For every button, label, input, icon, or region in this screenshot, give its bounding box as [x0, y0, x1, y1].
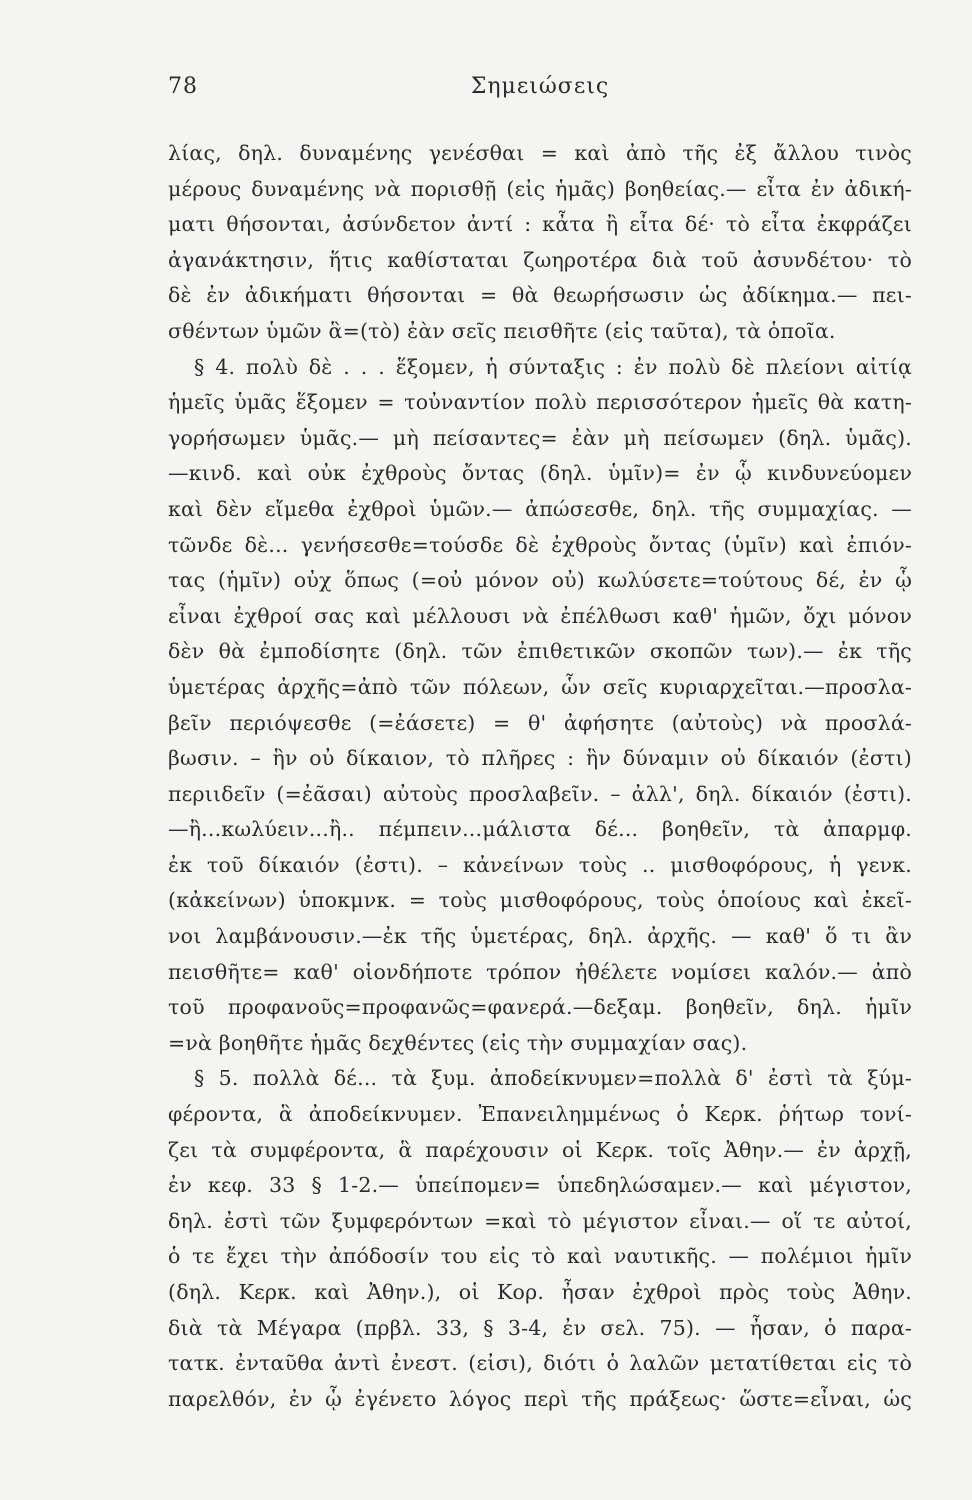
- text-line: δὲ ἐν ἀδικήματι θήσονται = θὰ θεωρήσωσιν ὡς ἀδίκημα.— πει-: [168, 283, 912, 308]
- text-line: § 5. πολλὰ δέ... τὰ ξυμ. ἀποδείκνυμεν=πολλὰ δ' ἐστὶ τὰ ξύμ-: [194, 1066, 912, 1091]
- page-number: 78: [168, 74, 198, 99]
- text-line: καὶ δὲν εἴμεθα ἐχθροὶ ὑμῶν.— ἀπώσεσθε, δηλ. τῆς συμμαχίας. —: [168, 496, 912, 521]
- text-line: παρελθόν, ἐν ᾧ ἐγένετο λόγος περὶ τῆς πράξεως· ὥστε=εἶναι, ὡς: [168, 1386, 912, 1411]
- text-line: ἡμεῖς ὑμᾶς ἕξομεν = τοὐναντίον πολὺ περισσότερον ἡμεῖς θὰ κατη-: [168, 390, 912, 415]
- text-line: ὑμετέρας ἀρχῆς=ἀπὸ τῶν πόλεων, ὧν σεῖς κυριαρχεῖται.—προσλα-: [168, 674, 912, 699]
- notes-body: [168, 136, 912, 1417]
- text-line: ζει τὰ συμφέροντα, ἃ παρέχουσιν οἱ Κερκ. τοῖς Ἀθην.— ἐν ἀρχῇ,: [168, 1137, 912, 1162]
- running-title: Σημειώσεις: [470, 74, 610, 99]
- text-line: ἐν κεφ. 33 § 1-2.— ὑπείπομεν= ὑπεδηλώσαμεν.— καὶ μέγιστον,: [168, 1173, 912, 1198]
- text-line: τατκ. ἐνταῦθα ἀντὶ ἐνεστ. (εἰσι), διότι ὁ λαλῶν μετατίθεται εἰς τὸ: [168, 1351, 912, 1376]
- text-line: σθέντων ὑμῶν ἃ=(τὸ) ἐὰν σεῖς πεισθῆτε (εἰς ταῦτα), τὰ ὁποῖα.: [168, 318, 836, 343]
- text-line: εἶναι ἐχθροί σας καὶ μέλλουσι νὰ ἐπέλθωσι καθ' ἡμῶν, ὄχι μόνον: [168, 603, 912, 628]
- text-line: βεῖν περιόψεσθε (=ἐάσετε) = θ' ἀφήσητε (αὐτοὺς) νὰ προσλά-: [168, 710, 912, 735]
- text-line: τοῦ προφανοῦς=προφανῶς=φανερά.—δεξαμ. βοηθεῖν, δηλ. ἡμῖν: [168, 995, 912, 1020]
- text-line: (κἀκείνων) ὑποκμνκ. = τοὺς μισθοφόρους, τοὺς ὁποίους καὶ ἐκεῖ-: [168, 888, 912, 913]
- text-line: λίας, δηλ. δυναμένης γενέσθαι = καὶ ἀπὸ τῆς ἐξ ἄλλου τινὸς: [168, 141, 912, 165]
- text-line: φέροντα, ἃ ἀποδείκνυμεν. Ἐπανειλημμένως ὁ Κερκ. ῥήτωρ τονί-: [168, 1102, 912, 1127]
- text-line: τας (ἡμῖν) οὐχ ὅπως (=οὐ μόνον οὐ) κωλύσετε=τούτους δέ, ἐν ᾧ: [168, 568, 912, 593]
- text-line: ἀγανάκτησιν, ἥτις καθίσταται ζωηροτέρα διὰ τοῦ ἀσυνδέτου· τὸ: [168, 247, 912, 272]
- text-line: νοι λαμβάνουσιν.—ἐκ τῆς ὑμετέρας, δηλ. ἀρχῆς. — καθ' ὅ τι ἂν: [168, 924, 912, 949]
- text-line: βωσιν. – ἣν οὐ δίκαιον, τὸ πλῆρες : ἣν δύναμιν οὐ δίκαιόν (ἐστι): [168, 746, 912, 771]
- text-line: (δηλ. Κερκ. καὶ Ἀθην.), οἱ Κορ. ἦσαν ἐχθροὶ πρὸς τοὺς Ἀθην.: [168, 1280, 912, 1304]
- text-line: —κινδ. καὶ οὐκ ἐχθροὺς ὄντας (δηλ. ὑμῖν)= ἐν ᾧ κινδυνεύομεν: [168, 461, 912, 486]
- text-line: διὰ τὰ Μέγαρα (πρβλ. 33, § 3-4, ἐν σελ. 75). — ἦσαν, ὁ παρα-: [168, 1315, 912, 1340]
- text-line: =νὰ βοηθῆτε ἡμᾶς δεχθέντες (εἰς τὴν συμμαχίαν σας).: [168, 1030, 748, 1055]
- text-line: τῶνδε δὲ... γενήσεσθε=τούσδε δὲ ἐχθροὺς ὄντας (ὑμῖν) καὶ ἐπιόν-: [168, 532, 912, 557]
- text-line: δὲν θὰ ἐμποδίσητε (δηλ. τῶν ἐπιθετικῶν σκοπῶν των).— ἐκ τῆς: [168, 639, 912, 664]
- text-line: πεισθῆτε= καθ' οἱονδήποτε τρόπον ἠθέλετε νομίσει καλόν.— ἀπὸ: [168, 959, 912, 984]
- text-line: ὁ τε ἔχει τὴν ἀπόδοσίν του εἰς τὸ καὶ ναυτικῆς. — πολέμιοι ἡμῖν: [168, 1244, 912, 1269]
- text-line: γορήσωμεν ὑμᾶς.— μὴ πείσαντες= ἐὰν μὴ πείσωμεν (δηλ. ὑμᾶς).: [168, 425, 912, 450]
- text-line: μέρους δυναμένης νὰ πορισθῇ (εἰς ἡμᾶς) βοηθείας.— εἶτα ἐν ἀδική-: [168, 176, 912, 201]
- text-line: δηλ. ἐστὶ τῶν ξυμφερόντων =καὶ τὸ μέγιστον εἶναι.— οἵ τε αὐτοί,: [168, 1208, 912, 1233]
- page-header: [168, 74, 912, 114]
- text-line: § 4. πολὺ δὲ . . . ἕξομεν, ἡ σύνταξις : ἐν πολὺ δὲ πλείονι αἰτίᾳ: [194, 354, 912, 379]
- text-line: περιιδεῖν (=ἐᾶσαι) αὐτοὺς προσλαβεῖν. – ἀλλ', δηλ. δίκαιόν (ἐστι).: [168, 781, 912, 806]
- text-line: ἐκ τοῦ δίκαιόν (ἐστι). – κἀνείνων τοὺς .. μισθοφόρους, ἡ γενκ.: [168, 852, 912, 877]
- text-line: —ἢ...κωλύειν...ἢ.. πέμπειν...μάλιστα δέ... βοηθεῖν, τὰ ἀπαρμφ.: [168, 817, 912, 842]
- text-line: ματι θήσονται, ἀσύνδετον ἀντί : κἆτα ἢ εἶτα δέ· τὸ εἶτα ἐκφράζει: [168, 212, 912, 237]
